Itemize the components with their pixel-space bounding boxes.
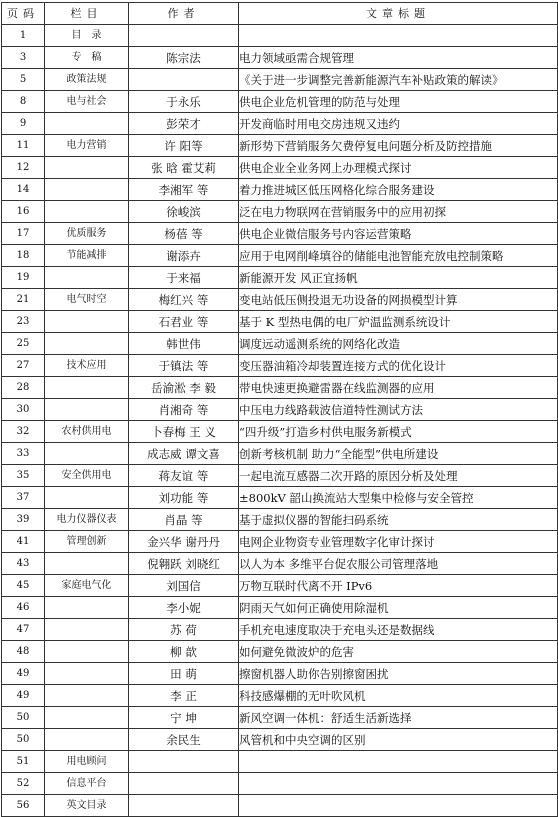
column-name bbox=[45, 333, 129, 355]
author-name: 石君业 等 bbox=[129, 311, 239, 333]
table-row bbox=[2, 421, 558, 443]
table-row bbox=[2, 465, 558, 487]
author-name bbox=[129, 25, 239, 47]
page-number: 23 bbox=[2, 311, 45, 333]
article-title: 万物互联时代离不开 IPv6 bbox=[239, 575, 558, 597]
table-row bbox=[2, 355, 558, 377]
page-number: 27 bbox=[2, 355, 45, 377]
column-name: 管理创新 bbox=[45, 531, 129, 553]
article-title: 创新考核机制 助力“全能型”供电所建设 bbox=[239, 443, 558, 465]
table-row bbox=[2, 553, 558, 575]
article-title: 如何避免微波炉的危害 bbox=[239, 641, 558, 663]
author-name: 于永乐 bbox=[129, 91, 239, 113]
author-name bbox=[129, 795, 239, 817]
column-name bbox=[45, 663, 129, 685]
article-title: 《关于进一步调整完善新能源汽车补贴政策的解读》 bbox=[239, 69, 558, 91]
column-name bbox=[45, 597, 129, 619]
author-name: 李小妮 bbox=[129, 597, 239, 619]
author-name: 张 晗 霍艾莉 bbox=[129, 157, 239, 179]
article-title: 阴雨天气如何正确使用除湿机 bbox=[239, 597, 558, 619]
column-name: 目 录 bbox=[45, 25, 129, 47]
article-title: 泛在电力物联网在营销服务中的应用初探 bbox=[239, 201, 558, 223]
column-name: 英文目录 bbox=[45, 795, 129, 817]
page-number: 17 bbox=[2, 223, 45, 245]
table-row bbox=[2, 663, 558, 685]
column-name: 电气时空 bbox=[45, 289, 129, 311]
table-row bbox=[2, 223, 558, 245]
author-name: 肖晶 等 bbox=[129, 509, 239, 531]
column-name: 安全供用电 bbox=[45, 465, 129, 487]
table-row bbox=[2, 597, 558, 619]
page-number: 16 bbox=[2, 201, 45, 223]
article-title: 新风空调一体机：舒适生活新选择 bbox=[239, 707, 558, 729]
page-number: 12 bbox=[2, 157, 45, 179]
page-number: 41 bbox=[2, 531, 45, 553]
author-name: 谢添卉 bbox=[129, 245, 239, 267]
article-title: ±800kV 韶山换流站大型集中检修与安全管控 bbox=[239, 487, 558, 509]
author-name: 李湘军 等 bbox=[129, 179, 239, 201]
page-number: 37 bbox=[2, 487, 45, 509]
author-name: 肖湘奇 等 bbox=[129, 399, 239, 421]
header-title: 文章标题 bbox=[239, 3, 558, 25]
column-name bbox=[45, 157, 129, 179]
column-name bbox=[45, 487, 129, 509]
column-name bbox=[45, 179, 129, 201]
column-name bbox=[45, 707, 129, 729]
page-number: 8 bbox=[2, 91, 45, 113]
article-title: 基于虚拟仪器的智能扫码系统 bbox=[239, 509, 558, 531]
table-row bbox=[2, 267, 558, 289]
article-title: 科技感爆棚的无叶吹风机 bbox=[239, 685, 558, 707]
table-row bbox=[2, 487, 558, 509]
article-title: 风管机和中央空调的区别 bbox=[239, 729, 558, 751]
author-name: 梅红兴 等 bbox=[129, 289, 239, 311]
page-number: 33 bbox=[2, 443, 45, 465]
table-row bbox=[2, 47, 558, 69]
author-name: 刘国信 bbox=[129, 575, 239, 597]
author-name: 苏 荷 bbox=[129, 619, 239, 641]
page-number: 35 bbox=[2, 465, 45, 487]
table-row bbox=[2, 641, 558, 663]
page-number: 46 bbox=[2, 597, 45, 619]
table-row bbox=[2, 773, 558, 795]
column-name bbox=[45, 311, 129, 333]
page-number: 48 bbox=[2, 641, 45, 663]
column-name bbox=[45, 267, 129, 289]
page-number: 50 bbox=[2, 729, 45, 751]
author-name: 宁 坤 bbox=[129, 707, 239, 729]
table-of-contents bbox=[1, 2, 558, 817]
author-name: 岳渝淞 李 毅 bbox=[129, 377, 239, 399]
header-page: 页码 bbox=[2, 3, 45, 25]
table-row bbox=[2, 135, 558, 157]
article-title: 调度远动遥测系统的网络化改造 bbox=[239, 333, 558, 355]
table-row bbox=[2, 531, 558, 553]
article-title bbox=[239, 25, 558, 47]
page-number: 56 bbox=[2, 795, 45, 817]
page-number: 30 bbox=[2, 399, 45, 421]
article-title bbox=[239, 795, 558, 817]
column-name: 技术应用 bbox=[45, 355, 129, 377]
page-number: 47 bbox=[2, 619, 45, 641]
column-name bbox=[45, 201, 129, 223]
author-name: 成志威 谭文喜 bbox=[129, 443, 239, 465]
table-row bbox=[2, 443, 558, 465]
table-row bbox=[2, 729, 558, 751]
column-name bbox=[45, 399, 129, 421]
author-name: 倪翱跃 刘晓红 bbox=[129, 553, 239, 575]
page-number: 49 bbox=[2, 685, 45, 707]
page-number: 50 bbox=[2, 707, 45, 729]
article-title: 带电快速更换避雷器在线监测器的应用 bbox=[239, 377, 558, 399]
article-title: 一起电流互感器二次开路的原因分析及处理 bbox=[239, 465, 558, 487]
column-name: 专 稿 bbox=[45, 47, 129, 69]
article-title: “四升级”打造乡村供电服务新模式 bbox=[239, 421, 558, 443]
column-name bbox=[45, 113, 129, 135]
author-name: 柳 歆 bbox=[129, 641, 239, 663]
column-name: 信息平台 bbox=[45, 773, 129, 795]
table-row bbox=[2, 113, 558, 135]
article-title: 中压电力线路载波信道特性测试方法 bbox=[239, 399, 558, 421]
article-title: 着力推进城区低压网格化综合服务建设 bbox=[239, 179, 558, 201]
table-row bbox=[2, 179, 558, 201]
table-row bbox=[2, 311, 558, 333]
table-row bbox=[2, 333, 558, 355]
header-row bbox=[2, 3, 558, 25]
page-number: 43 bbox=[2, 553, 45, 575]
page-number: 19 bbox=[2, 267, 45, 289]
page-number: 49 bbox=[2, 663, 45, 685]
page-number: 5 bbox=[2, 69, 45, 91]
column-name: 农村供用电 bbox=[45, 421, 129, 443]
author-name: 蒋友谊 等 bbox=[129, 465, 239, 487]
author-name: 彭荣才 bbox=[129, 113, 239, 135]
page-number: 3 bbox=[2, 47, 45, 69]
article-title: 新形势下营销服务欠费停复电问题分析及防控措施 bbox=[239, 135, 558, 157]
column-name bbox=[45, 729, 129, 751]
article-title: 供电企业全业务网上办理模式探讨 bbox=[239, 157, 558, 179]
page-number: 1 bbox=[2, 25, 45, 47]
article-title bbox=[239, 751, 558, 773]
table-row bbox=[2, 157, 558, 179]
column-name: 用电顾问 bbox=[45, 751, 129, 773]
article-title: 以人为本 多维平台促农服公司管理落地 bbox=[239, 553, 558, 575]
table-row bbox=[2, 751, 558, 773]
toc-body bbox=[2, 25, 558, 817]
page-number: 39 bbox=[2, 509, 45, 531]
page-number: 9 bbox=[2, 113, 45, 135]
author-name: 于镇法 等 bbox=[129, 355, 239, 377]
page-number: 11 bbox=[2, 135, 45, 157]
article-title: 变压器油箱冷却装置连接方式的优化设计 bbox=[239, 355, 558, 377]
column-name: 节能减排 bbox=[45, 245, 129, 267]
page-number: 45 bbox=[2, 575, 45, 597]
article-title: 电力领域亟需合规管理 bbox=[239, 47, 558, 69]
article-title: 擦窗机器人助你告别擦窗困扰 bbox=[239, 663, 558, 685]
table-row bbox=[2, 509, 558, 531]
table-row bbox=[2, 619, 558, 641]
table-row bbox=[2, 399, 558, 421]
article-title bbox=[239, 773, 558, 795]
author-name: 金兴华 谢丹丹 bbox=[129, 531, 239, 553]
column-name bbox=[45, 641, 129, 663]
column-name bbox=[45, 619, 129, 641]
article-title: 基于 K 型热电偶的电厂炉温监测系统设计 bbox=[239, 311, 558, 333]
column-name: 优质服务 bbox=[45, 223, 129, 245]
article-title: 开发商临时用电交房违规又违约 bbox=[239, 113, 558, 135]
author-name: 李 正 bbox=[129, 685, 239, 707]
table-row bbox=[2, 69, 558, 91]
article-title: 变电站低压侧投退无功设备的网损模型计算 bbox=[239, 289, 558, 311]
table-row bbox=[2, 685, 558, 707]
page-number: 28 bbox=[2, 377, 45, 399]
column-name: 电与社会 bbox=[45, 91, 129, 113]
column-name bbox=[45, 443, 129, 465]
page-number: 21 bbox=[2, 289, 45, 311]
author-name bbox=[129, 773, 239, 795]
page-number: 32 bbox=[2, 421, 45, 443]
column-name: 政策法规 bbox=[45, 69, 129, 91]
table-row bbox=[2, 377, 558, 399]
author-name bbox=[129, 751, 239, 773]
table-row bbox=[2, 707, 558, 729]
column-name: 电力仪器仪表 bbox=[45, 509, 129, 531]
table-row bbox=[2, 25, 558, 47]
column-name bbox=[45, 685, 129, 707]
author-name: 田 萌 bbox=[129, 663, 239, 685]
table-row bbox=[2, 289, 558, 311]
header-column: 栏目 bbox=[45, 3, 129, 25]
author-name bbox=[129, 69, 239, 91]
column-name: 家庭电气化 bbox=[45, 575, 129, 597]
column-name bbox=[45, 377, 129, 399]
header-author: 作者 bbox=[129, 3, 239, 25]
article-title: 应用于电网削峰填谷的储能电池智能充放电控制策略 bbox=[239, 245, 558, 267]
author-name: 杨蓓 等 bbox=[129, 223, 239, 245]
author-name: 于来福 bbox=[129, 267, 239, 289]
article-title: 供电企业危机管理的防范与处理 bbox=[239, 91, 558, 113]
author-name: 卜春梅 王 义 bbox=[129, 421, 239, 443]
table-row bbox=[2, 201, 558, 223]
author-name: 许 阳等 bbox=[129, 135, 239, 157]
table-row bbox=[2, 91, 558, 113]
article-title: 供电企业微信服务号内容运营策略 bbox=[239, 223, 558, 245]
author-name: 余民生 bbox=[129, 729, 239, 751]
author-name: 陈宗法 bbox=[129, 47, 239, 69]
page-number: 52 bbox=[2, 773, 45, 795]
table-row bbox=[2, 575, 558, 597]
page-number: 25 bbox=[2, 333, 45, 355]
table-row bbox=[2, 245, 558, 267]
author-name: 刘功能 等 bbox=[129, 487, 239, 509]
page-number: 18 bbox=[2, 245, 45, 267]
column-name: 电力营销 bbox=[45, 135, 129, 157]
article-title: 手机充电速度取决于充电头还是数据线 bbox=[239, 619, 558, 641]
author-name: 徐峻滨 bbox=[129, 201, 239, 223]
article-title: 新能源开发 风正宜扬帆 bbox=[239, 267, 558, 289]
page-number: 51 bbox=[2, 751, 45, 773]
author-name: 韩世伟 bbox=[129, 333, 239, 355]
column-name bbox=[45, 553, 129, 575]
table-row bbox=[2, 795, 558, 817]
article-title: 电网企业物资专业管理数字化审计探讨 bbox=[239, 531, 558, 553]
page-number: 14 bbox=[2, 179, 45, 201]
